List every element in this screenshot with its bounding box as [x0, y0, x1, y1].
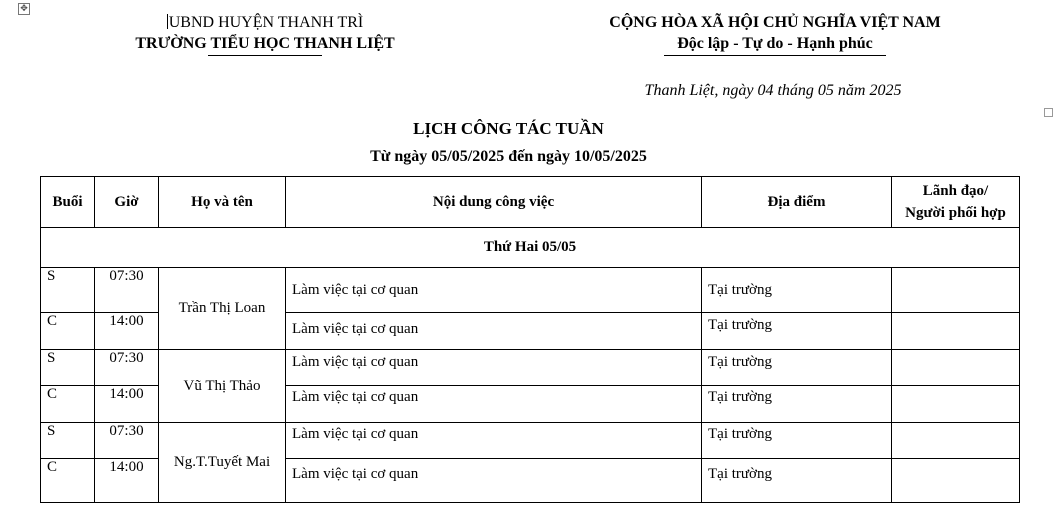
lead-cell — [892, 459, 1020, 503]
place-cell: Tại trường — [702, 386, 892, 423]
document-title: LỊCH CÔNG TÁC TUẦN — [413, 119, 604, 138]
person-cell: Ng.T.Tuyết Mai — [159, 423, 286, 503]
place-cell: Tại trường — [702, 313, 892, 350]
school-underline — [208, 55, 322, 56]
header-session: Buổi — [41, 177, 95, 228]
lead-cell — [892, 268, 1020, 313]
day-row — [41, 228, 1020, 268]
text-cursor — [167, 14, 168, 29]
header-lead-line1: Lãnh đạo/ — [922, 183, 989, 199]
table-row — [41, 268, 1020, 313]
motto-underline — [664, 55, 886, 56]
lead-cell — [892, 386, 1020, 423]
session-cell: C — [41, 459, 95, 503]
table-row — [41, 350, 1020, 386]
session-cell: C — [41, 313, 95, 350]
place-cell: Tại trường — [702, 350, 892, 386]
session-cell: S — [41, 268, 95, 313]
content-cell: Làm việc tại cơ quan — [286, 313, 702, 350]
motto: Độc lập - Tự do - Hạnh phúc — [677, 35, 873, 52]
table-move-handle-icon[interactable]: ✥ — [18, 3, 30, 15]
place-cell: Tại trường — [702, 459, 892, 503]
header-right — [590, 12, 960, 56]
day-label: Thứ Hai 05/05 — [41, 228, 1020, 268]
lead-cell — [892, 313, 1020, 350]
time-cell: 07:30 — [95, 268, 159, 313]
district-line — [100, 12, 430, 33]
content-cell: Làm việc tại cơ quan — [286, 350, 702, 386]
session-cell: C — [41, 386, 95, 423]
table-row — [41, 423, 1020, 459]
header-lead-line2: Người phối hợp — [905, 205, 1006, 221]
time-cell: 14:00 — [95, 459, 159, 503]
session-cell: S — [41, 423, 95, 459]
district-name: UBND HUYỆN THANH TRÌ — [168, 14, 364, 31]
header-row — [41, 177, 1020, 228]
schedule-table — [40, 176, 1020, 503]
header-place: Địa điểm — [702, 177, 892, 228]
person-cell: Trần Thị Loan — [159, 268, 286, 350]
time-cell: 14:00 — [95, 386, 159, 423]
header-time: Giờ — [95, 177, 159, 228]
lead-cell — [892, 350, 1020, 386]
date-line: Thanh Liệt, ngày 04 tháng 05 năm 2025 — [644, 82, 902, 99]
place-cell: Tại trường — [702, 268, 892, 313]
document-subtitle: Từ ngày 05/05/2025 đến ngày 10/05/2025 — [370, 148, 647, 165]
content-cell: Làm việc tại cơ quan — [286, 386, 702, 423]
session-cell: S — [41, 350, 95, 386]
time-cell: 14:00 — [95, 313, 159, 350]
header-lead — [892, 177, 1020, 228]
school-name: TRƯỜNG TIỂU HỌC THANH LIỆT — [135, 35, 395, 52]
header-content: Nội dung công việc — [286, 177, 702, 228]
content-cell: Làm việc tại cơ quan — [286, 423, 702, 459]
lead-cell — [892, 423, 1020, 459]
header-left — [100, 12, 430, 56]
country-name: CỘNG HÒA XÃ HỘI CHỦ NGHĨA VIỆT NAM — [609, 14, 941, 31]
margin-marker-icon — [1044, 108, 1053, 117]
place-cell: Tại trường — [702, 423, 892, 459]
time-cell: 07:30 — [95, 350, 159, 386]
time-cell: 07:30 — [95, 423, 159, 459]
content-cell: Làm việc tại cơ quan — [286, 459, 702, 503]
header-name: Họ và tên — [159, 177, 286, 228]
person-cell: Vũ Thị Thảo — [159, 350, 286, 423]
content-cell: Làm việc tại cơ quan — [286, 268, 702, 313]
